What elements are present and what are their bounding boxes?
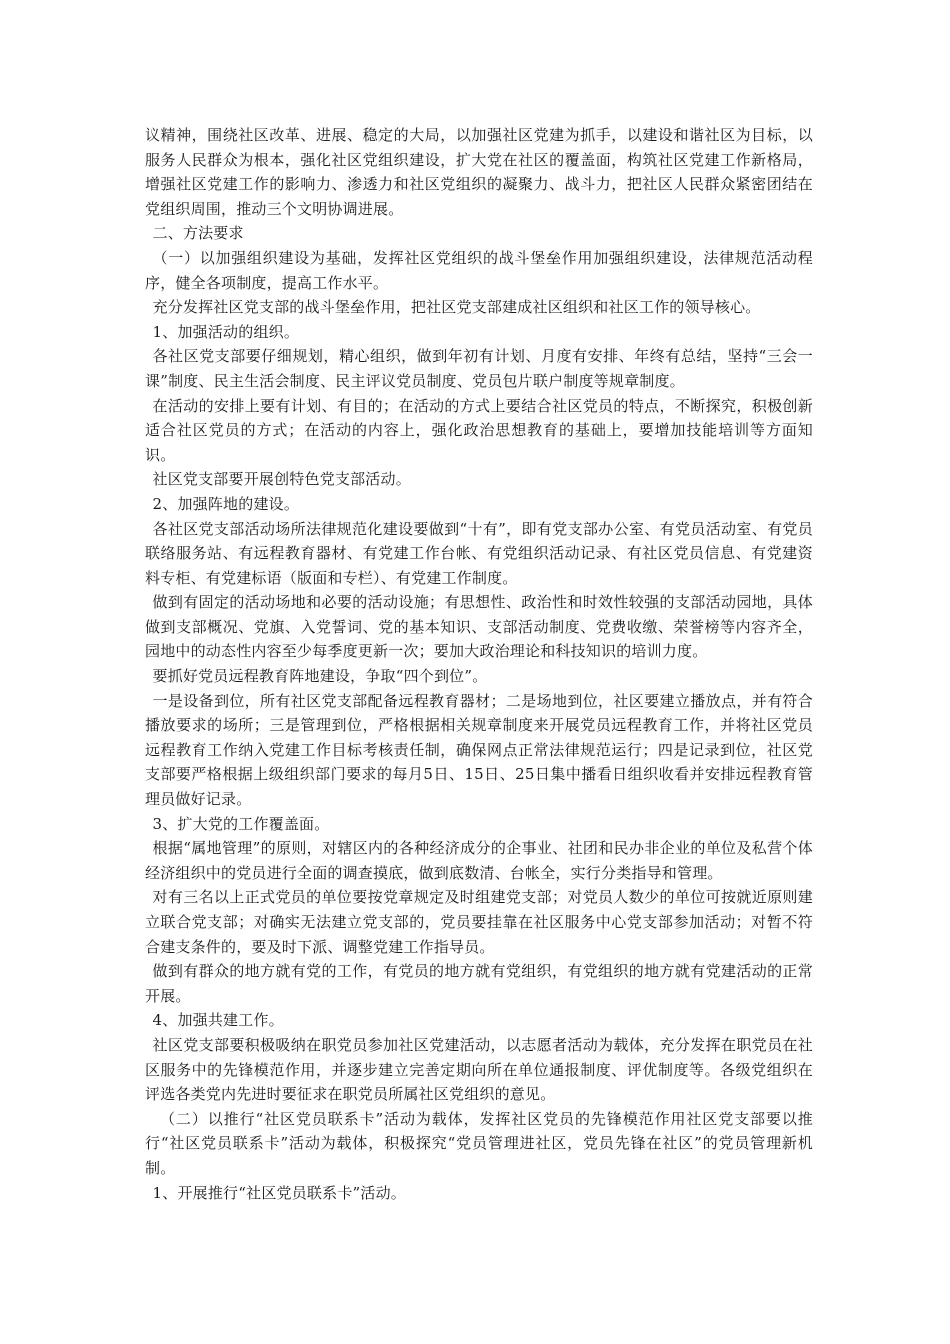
subsection-heading: （二）以推行“社区党员联系卡”活动为载体，发挥社区党员的先锋模范作用社区党支部要以推行“社区党员联系卡”活动为载体，积极探究“党员管理进社区，党员先锋在社区”的党员管理新机制。	[145, 1109, 813, 1177]
paragraph: 做到有固定的活动场地和必要的活动设施；有思想性、政治性和时效性较强的支部活动园地，具体做到支部概况、党旗、入党誓词、党的基本知识、支部活动制度、党费收缴、荣誉榜等内容齐全，园地中的动态性内容至少每季度更新一次；要加大政治理论和科技知识的培训力度。	[145, 593, 813, 661]
item-heading: 1、加强活动的组织。	[152, 322, 300, 341]
paragraph: 社区党支部要开展创特色党支部活动。	[152, 470, 411, 489]
paragraph: 在活动的安排上要有计划、有目的；在活动的方式上要结合社区党员的特点，不断探究，积极创新适合社区党员的方式；在活动的内容上，强化政治思想教育的基础上，要增加技能培训等方面知识。	[145, 396, 813, 464]
paragraph: 一是设备到位，所有社区党支部配备远程教育器材；二是场地到位，社区要建立播放点，并有符合播放要求的场所；三是管理到位，严格根据相关规章制度来开展党员远程教育工作，并将社区党员远程教育工作纳入党建工作目标考核责任制，确保网点正常法律规范运行；四是记录到位，社区党支部要严格根据上级组织部门要求的每月5日、15日、25日集中播看日组织收看并安排远程教育管理员做好记录。	[145, 691, 813, 809]
paragraph: 对有三名以上正式党员的单位要按党章规定及时组建党支部；对党员人数少的单位可按就近原则建立联合党支部；对确实无法建立党支部的，党员要挂靠在社区服务中心党支部参加活动；对暂不符合建支条件的，要及时下派、调整党建工作指导员。	[145, 888, 813, 956]
paragraph: 各社区党支部活动场所法律规范化建设要做到“十有”，即有党支部办公室、有党员活动室、有党员联络服务站、有远程教育器材、有党建工作台帐、有党组织活动记录、有社区党员信息、有党建资料专柜、有党建标语（版面和专栏）、有党建工作制度。	[145, 519, 813, 587]
paragraph: 各社区党支部要仔细规划，精心组织，做到年初有计划、月度有安排、年终有总结，坚持“三会一课”制度、民主生活会制度、民主评议党员制度、党员包片联户制度等规章制度。	[145, 347, 813, 390]
subsection-heading: （一）以加强组织建设为基础，发挥社区党组织的战斗堡垒作用加强组织建设，法律规范活动程序，健全各项制度，提高工作水平。	[145, 248, 813, 292]
item-heading: 4、加强共建工作。	[152, 1011, 284, 1030]
section-heading: 二、方法要求	[152, 224, 244, 243]
item-heading: 3、扩大党的工作覆盖面。	[152, 814, 330, 833]
paragraph: 议精神，围绕社区改革、进展、稳定的大局，以加强社区党建为抓手，以建设和谐社区为目标，以服务人民群众为根本，强化社区党组织建设，扩大党在社区的覆盖面，构筑社区党建工作新格局，增强社区党建工作的影响力、渗透力和社区党组织的凝聚力、战斗力，把社区人民群众紧密团结在党组织周围，推动三个文明协调进展。	[145, 126, 813, 218]
item-heading: 1、开展推行“社区党员联系卡”活动。	[152, 1183, 406, 1202]
paragraph: 做到有群众的地方就有党的工作，有党员的地方就有党组织，有党组织的地方就有党建活动的正常开展。	[145, 962, 813, 1005]
document-body	[145, 123, 813, 1205]
paragraph: 要抓好党员远程教育阵地建设，争取“四个到位”。	[152, 667, 488, 686]
item-heading: 2、加强阵地的建设。	[152, 494, 300, 513]
paragraph: 充分发挥社区党支部的战斗堡垒作用，把社区党支部建成社区组织和社区工作的领导核心。	[152, 298, 761, 317]
paragraph: 社区党支部要积极吸纳在职党员参加社区党建活动，以志愿者活动为载体，充分发挥在职党员在社区服务中的先锋模范作用，并逐步建立完善定期向所在单位通报制度、评优制度等。各级党组织在评选各类党内先进时要征求在职党员所属社区党组织的意见。	[145, 1035, 813, 1104]
paragraph: 根据“属地管理”的原则，对辖区内的各种经济成分的企事业、社团和民办非企业的单位及私营个体经济组织中的党员进行全面的调查摸底，做到底数清、台帐全，实行分类指导和管理。	[145, 839, 813, 882]
